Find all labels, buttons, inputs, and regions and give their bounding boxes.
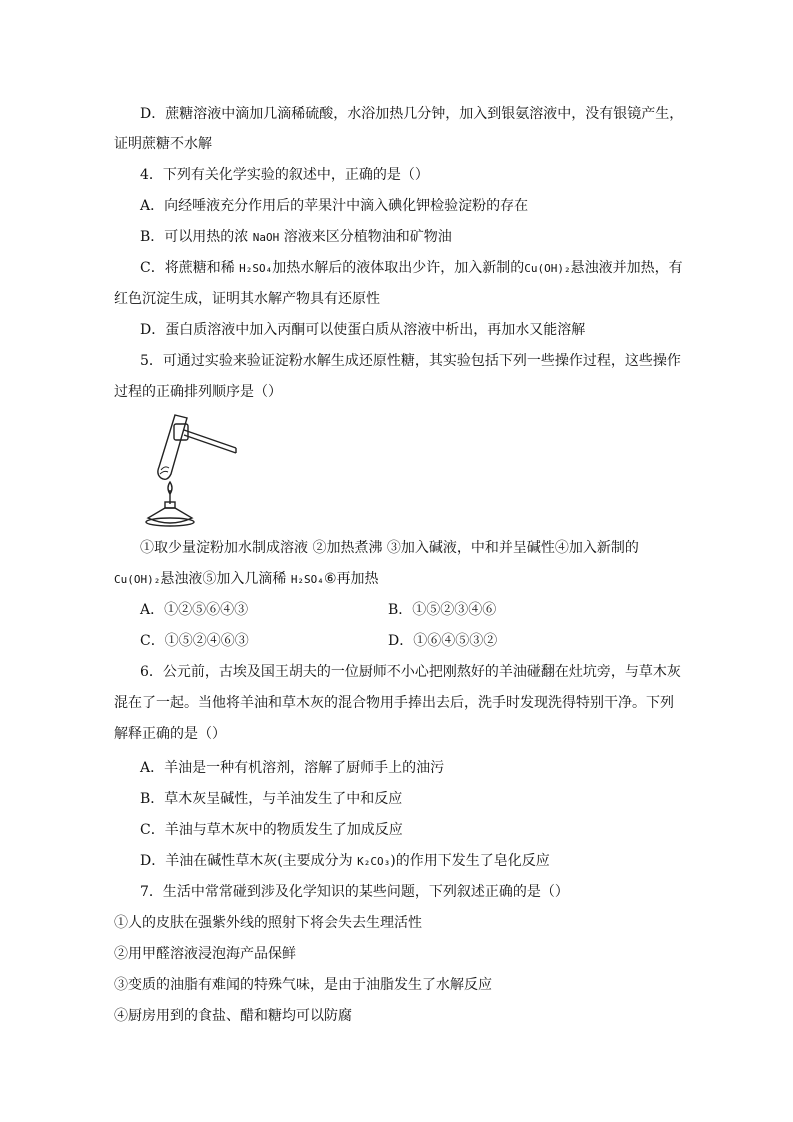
q4-option-c-line1: C．将蔗糖和稀 H₂SO₄加热水解后的液体取出少许，加入新制的Cu(OH)₂悬浊液并加热，有 [140,260,683,276]
q4-option-d: D．蛋白质溶液中加入丙酮可以使蛋白质从溶液中析出，再加水又能溶解 [140,322,586,338]
q5-steps-line2: Cu(OH)₂悬浊液⑤加入几滴稀 H₂SO₄⑥再加热 [114,571,379,587]
q7-item-3: ③变质的油脂有难闻的特殊气味，是由于油脂发生了水解反应 [114,977,492,993]
q6-option-d: D．羊油在碱性草木灰(主要成分为 K₂CO₃)的作用下发生了皂化反应 [140,853,550,869]
q4-option-c-line2: 红色沉淀生成，证明其水解产物具有还原性 [114,291,380,307]
question-5-stem-line1: 5．可通过实验来验证淀粉水解生成还原性糖，其实验包括下列一些操作过程，这些操作 [140,353,681,369]
q6-option-a: A．羊油是一种有机溶剂，溶解了厨师手上的油污 [140,760,445,776]
q5-option-c: C．①⑤②④⑥③ [140,633,249,649]
q5-option-a: A．①②⑤⑥④③ [140,602,249,618]
question-6-stem-line1: 6．公元前，古埃及国王胡夫的一位厨师不小心把刚熬好的羊油碰翻在灶坑旁，与草木灰 [140,664,681,680]
q7-item-4: ④厨房用到的食盐、醋和糖均可以防腐 [114,1008,352,1024]
question-4-stem: 4．下列有关化学实验的叙述中，正确的是（） [140,167,429,183]
clamp-arm-lower [184,435,236,453]
q5-option-d: D．①⑥④⑤③② [388,633,498,649]
q6-option-c: C．羊油与草木灰中的物质发生了加成反应 [140,822,403,838]
alcohol-lamp [148,508,192,523]
question-5-stem-line2: 过程的正确排列顺序是（） [114,384,282,400]
q6-option-b: B．草木灰呈碱性，与羊油发生了中和反应 [140,791,403,807]
clamp-arm [184,430,236,448]
test-tube-alcohol-lamp-figure [140,410,240,530]
q3-option-d-line2: 证明蔗糖不水解 [114,136,212,152]
q4-option-b: B．可以用热的浓 NaOH 溶液来区分植物油和矿物油 [140,229,452,245]
q7-item-1: ①人的皮肤在强紫外线的照射下将会失去生理活性 [114,915,422,931]
question-7-stem: 7．生活中常常碰到涉及化学知识的某些问题，下列叙述正确的是（） [140,884,569,900]
question-6-stem-line3: 解释正确的是（） [114,726,226,742]
q4-option-a: A．向经唾液充分作用后的苹果汁中滴入碘化钾检验淀粉的存在 [140,198,529,214]
q5-steps-line1: ①取少量淀粉加水制成溶液 ②加热煮沸 ③加入碱液，中和并呈碱性④加入新制的 [140,540,639,556]
question-6-stem-line2: 混在了一起。当他将羊油和草木灰的混合物用手捧出去后，洗手时发现洗得特别干净。下列 [114,695,674,711]
q7-item-2: ②用甲醛溶液浸泡海产品保鲜 [114,946,296,962]
q3-option-d-line1: D．蔗糖溶液中滴加几滴稀硫酸，水浴加热几分钟，加入到银氨溶液中，没有银镜产生， [140,106,684,122]
q5-option-b: B．①⑤②③④⑥ [388,602,497,618]
